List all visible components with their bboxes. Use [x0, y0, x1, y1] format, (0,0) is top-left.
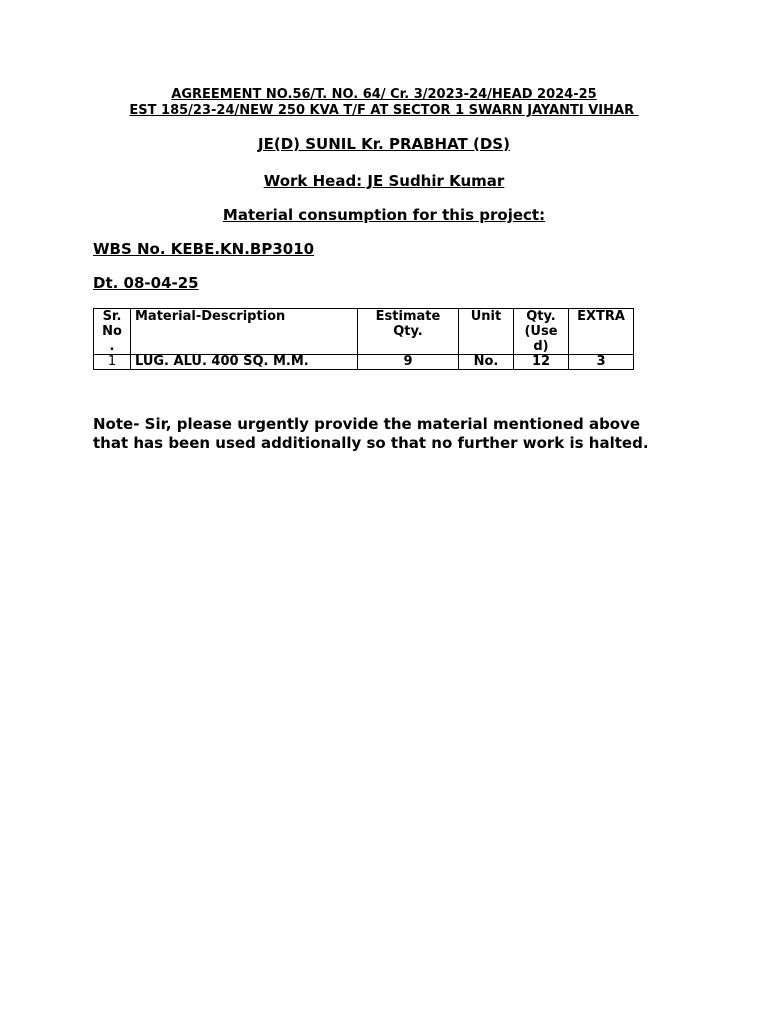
- col-qty-used: Qty. (Use d): [514, 309, 569, 355]
- cell-sr-no: 1: [94, 355, 131, 370]
- col-extra: EXTRA: [569, 309, 634, 355]
- col-unit: Unit: [459, 309, 514, 355]
- material-table: [93, 308, 634, 370]
- table-row: [94, 355, 634, 370]
- estimate-line: EST 185/23-24/NEW 250 KVA T/F AT SECTOR 1 SWARN JAYANTI VIHAR: [129, 103, 639, 118]
- agreement-line: AGREEMENT NO.56/T. NO. 64/ Cr. 3/2023-24/HEAD 2024-25: [171, 87, 597, 102]
- wbs-number: WBS No. KEBE.KN.BP3010: [93, 240, 315, 258]
- cell-qty-used: 12: [514, 355, 569, 370]
- je-line: JE(D) SUNIL Kr. PRABHAT (DS): [258, 135, 510, 153]
- material-title: Material consumption for this project:: [222, 206, 546, 224]
- document-date: Dt. 08-04-25: [93, 274, 199, 292]
- note-paragraph: [93, 415, 693, 453]
- cell-description: LUG. ALU. 400 SQ. M.M.: [131, 355, 358, 370]
- col-estimate-qty: Estimate Qty.: [358, 309, 459, 355]
- note-line-2: that has been used additionally so that no further work is halted.: [93, 434, 649, 452]
- work-head-line: Work Head: JE Sudhir Kumar: [263, 172, 505, 190]
- cell-extra: 3: [569, 355, 634, 370]
- note-line-1: Note- Sir, please urgently provide the material mentioned above: [93, 415, 641, 433]
- cell-unit: No.: [459, 355, 514, 370]
- cell-estimate-qty: 9: [358, 355, 459, 370]
- col-description: Material-Description: [131, 309, 358, 355]
- col-sr-no: Sr. No .: [94, 309, 131, 355]
- table-header-row: [94, 309, 634, 355]
